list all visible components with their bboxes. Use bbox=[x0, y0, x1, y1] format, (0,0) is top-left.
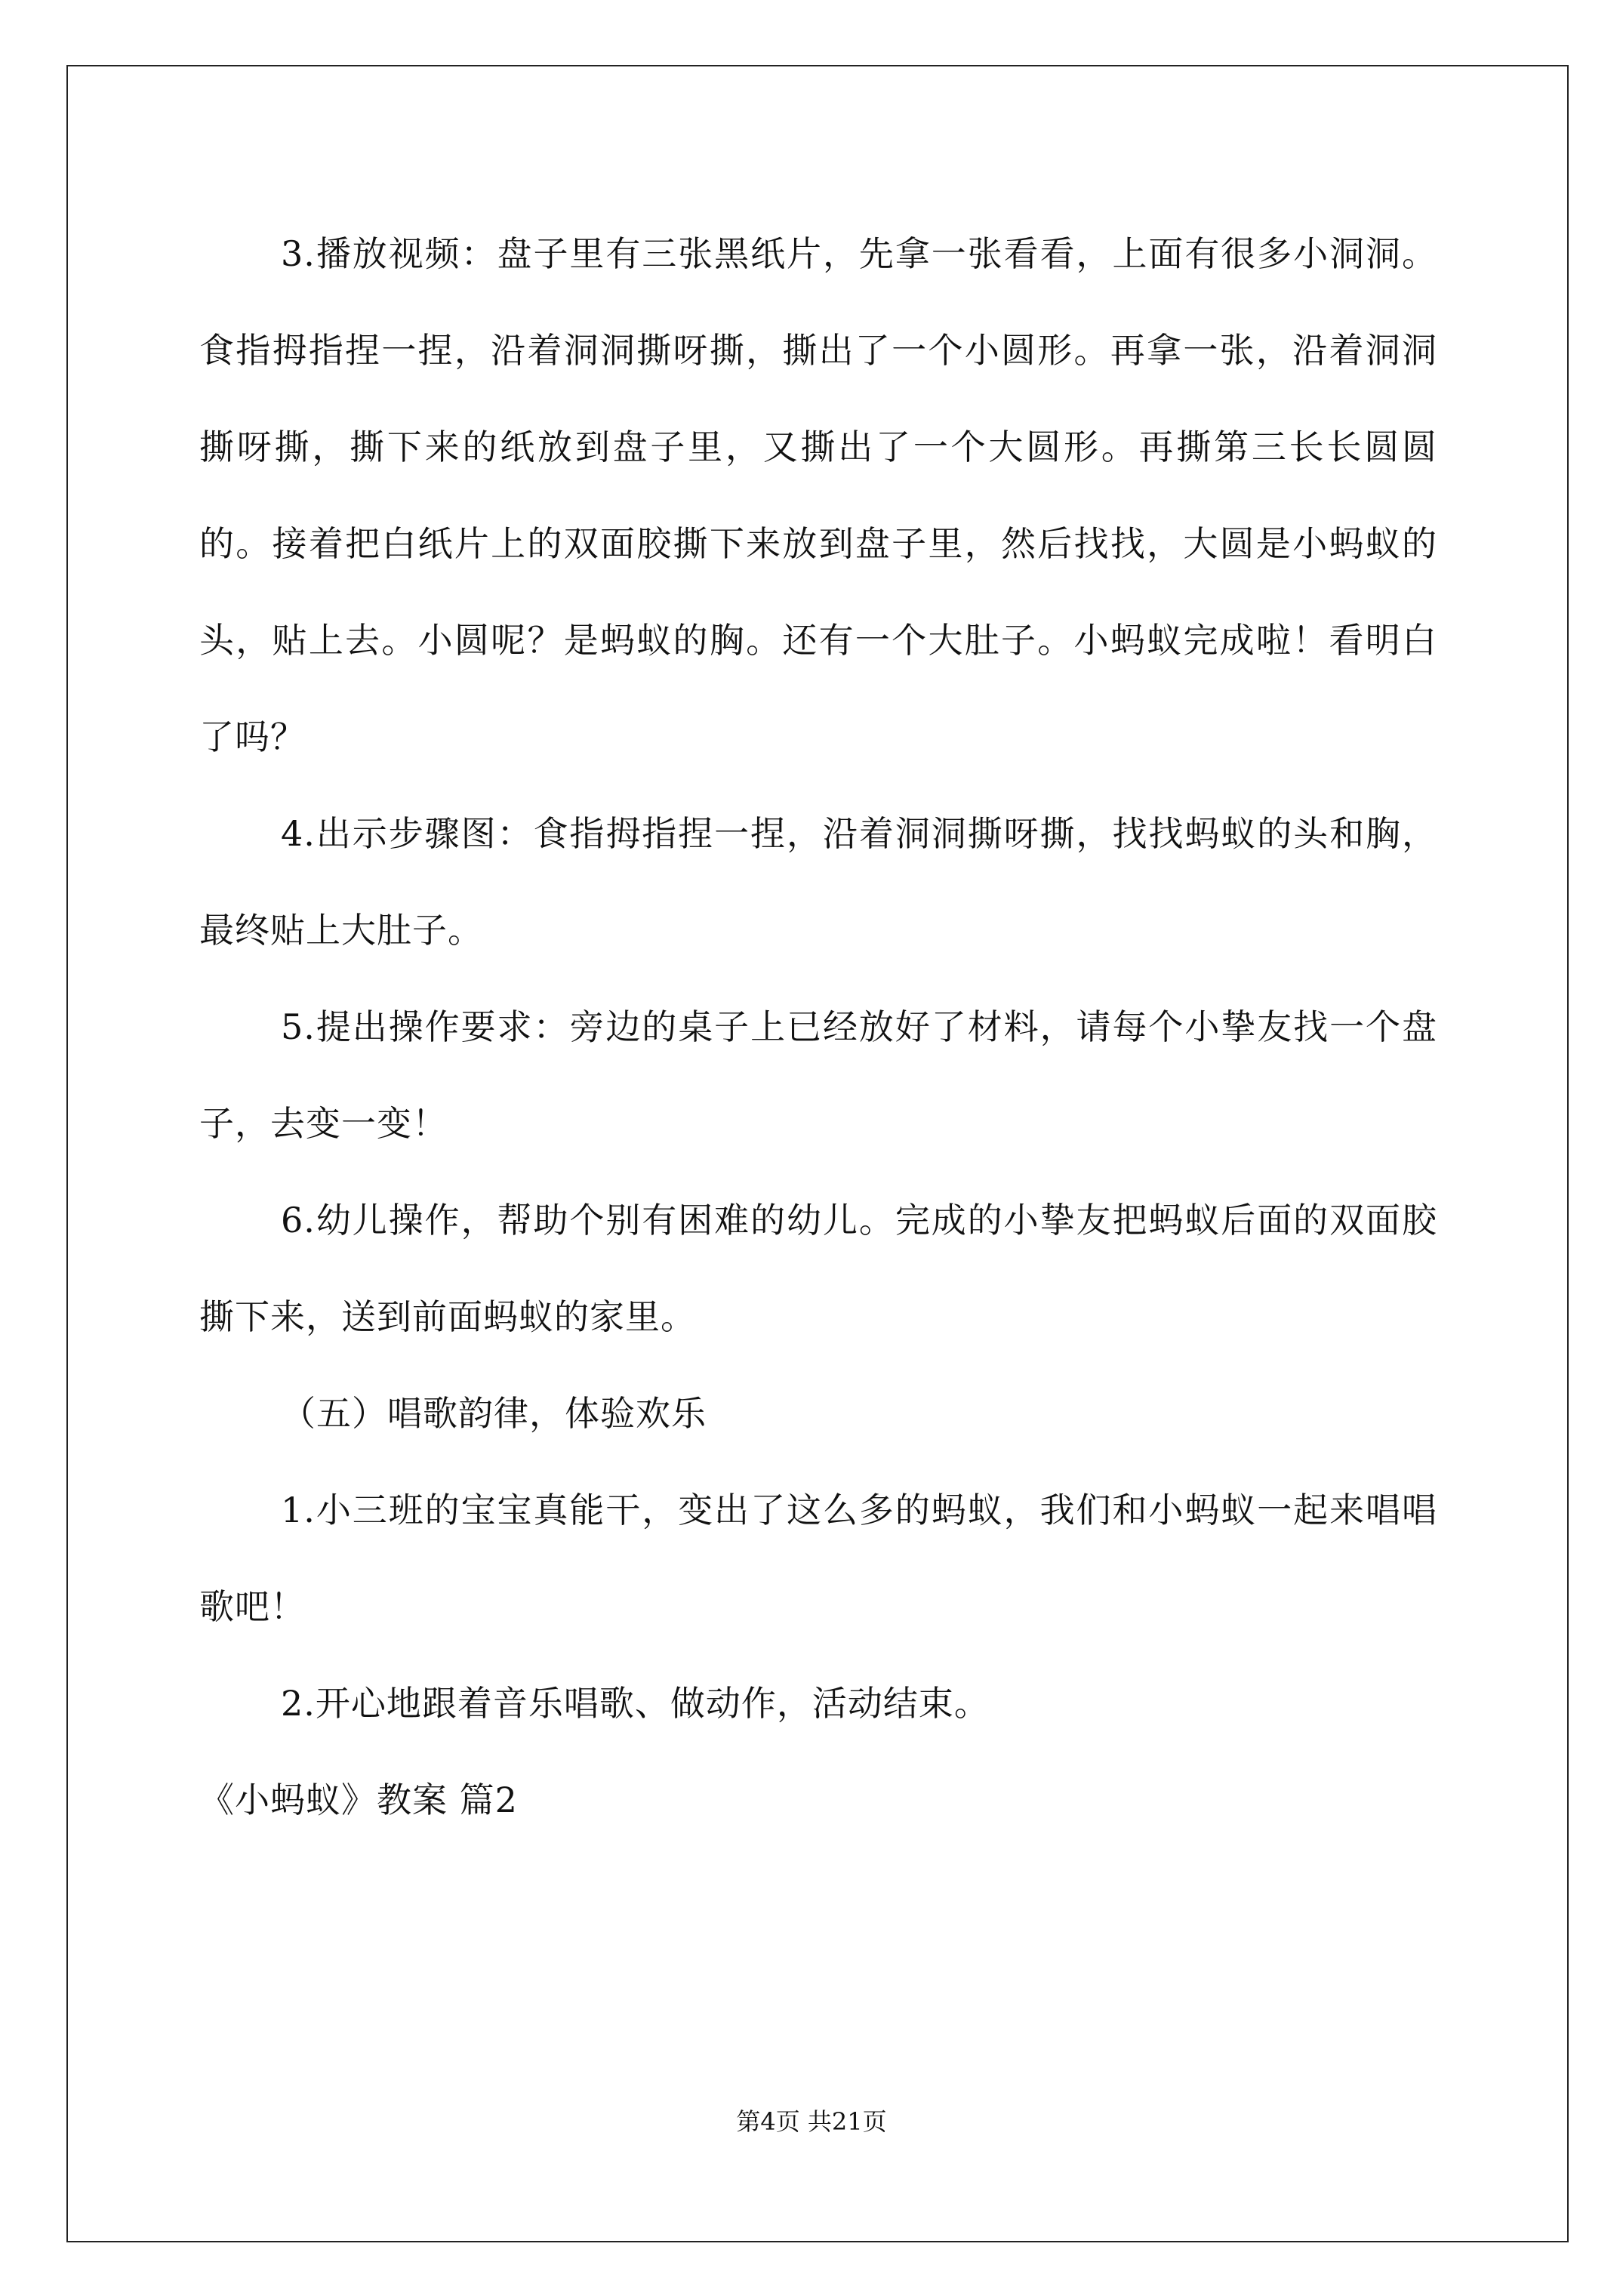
paragraph-step-4: 4.出示步骤图：食指拇指捏一捏，沿着洞洞撕呀撕，找找蚂蚁的头和胸，最终贴上大肚子。 bbox=[199, 813, 1437, 951]
paragraph-step-3: 3.播放视频：盘子里有三张黑纸片，先拿一张看看，上面有很多小洞洞。食指拇指捏一捏，沿着洞洞撕呀撕，撕出了一个小圆形。再拿一张，沿着洞洞撕呀撕，撕下来的纸放到盘子里，又撕出了一个大圆形。再撕第三长长圆圆的。接着把白纸片上的双面胶撕下来放到盘子里，然后找找，大圆是小蚂蚁的头，贴上去。小圆呢？是蚂蚁的胸。还有一个大肚子。小蚂蚁完成啦！看明白了吗？ bbox=[199, 233, 1437, 757]
document-body bbox=[199, 205, 1437, 1848]
section-heading: （五）唱歌韵律，体验欢乐 bbox=[281, 1393, 707, 1434]
paragraph-step-6: 6.幼儿操作，帮助个别有困难的幼儿。完成的小挚友把蚂蚁后面的双面胶撕下来，送到前面蚂蚁的家里。 bbox=[199, 1200, 1437, 1337]
paragraph-step-1: 1.小三班的宝宝真能干，变出了这么多的蚂蚁，我们和小蚂蚁一起来唱唱歌吧！ bbox=[199, 1490, 1437, 1627]
paragraph-step-2: 2.开心地跟着音乐唱歌、做动作，活动结束。 bbox=[281, 1683, 990, 1724]
paragraph-step-5: 5.提出操作要求：旁边的桌子上已经放好了材料，请每个小挚友找一个盘子，去变一变！ bbox=[199, 1006, 1437, 1144]
page-number-footer: 第4页 共21页 bbox=[736, 2107, 887, 2136]
article-title: 《小蚂蚁》教案 篇2 bbox=[199, 1780, 518, 1820]
